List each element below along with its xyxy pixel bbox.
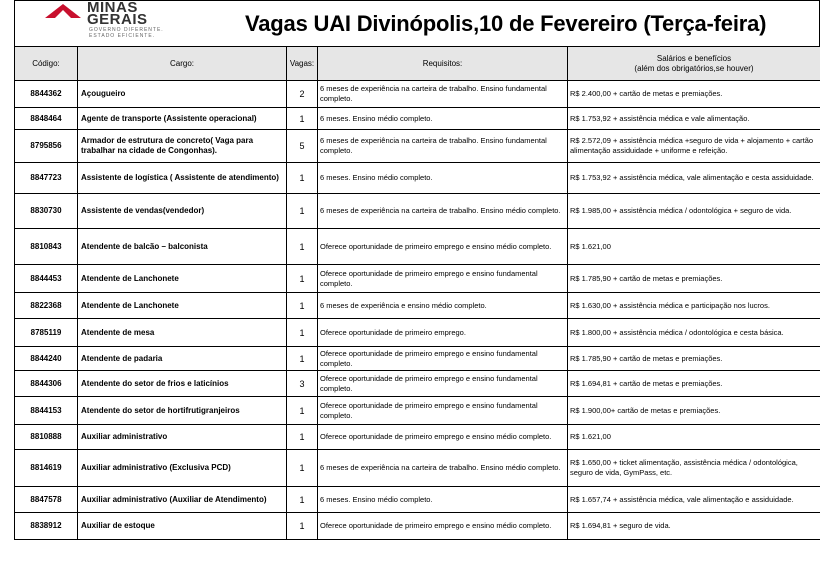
table-row bbox=[15, 130, 820, 163]
table-row bbox=[15, 450, 820, 487]
job-requirements: 6 meses. Ensino médio completo. bbox=[318, 108, 568, 130]
job-title: Atendente do setor de frios e laticínios bbox=[78, 371, 287, 397]
table-row bbox=[15, 293, 820, 319]
job-openings: 1 bbox=[287, 425, 318, 450]
job-salary: R$ 1.785,90 + cartão de metas e premiações. bbox=[568, 265, 820, 293]
job-salary: R$ 1.985,00 + assistência médica / odontológica + seguro de vida. bbox=[568, 194, 820, 229]
job-requirements: Oferece oportunidade de primeiro emprego e ensino fundamental completo. bbox=[318, 397, 568, 425]
table-row bbox=[15, 108, 820, 130]
table-row bbox=[15, 229, 820, 265]
job-code: 8814619 bbox=[15, 450, 78, 487]
table-row bbox=[15, 81, 820, 108]
job-openings: 2 bbox=[287, 81, 318, 108]
table-row bbox=[15, 425, 820, 450]
job-openings: 5 bbox=[287, 130, 318, 163]
job-salary: R$ 1.785,90 + cartão de metas e premiações. bbox=[568, 347, 820, 371]
job-requirements: 6 meses de experiência na carteira de trabalho. Ensino médio completo. bbox=[318, 194, 568, 229]
job-title: Auxiliar de estoque bbox=[78, 513, 287, 540]
job-salary: R$ 2.572,09 + assistência médica +seguro de vida + alojamento + cartão alimentação assiduidade + uniforme e refeição. bbox=[568, 130, 820, 163]
table-row bbox=[15, 319, 820, 347]
job-code: 8848464 bbox=[15, 108, 78, 130]
job-openings: 1 bbox=[287, 487, 318, 513]
job-openings: 1 bbox=[287, 163, 318, 194]
job-code: 8844153 bbox=[15, 397, 78, 425]
job-code: 8844306 bbox=[15, 371, 78, 397]
job-openings: 1 bbox=[287, 450, 318, 487]
job-salary: R$ 1.694,81 + cartão de metas e premiações. bbox=[568, 371, 820, 397]
header-salarios-line2: (além dos obrigatórios,se houver) bbox=[634, 63, 754, 73]
header-salarios bbox=[568, 47, 820, 81]
job-openings: 1 bbox=[287, 108, 318, 130]
job-title: Atendente de Lanchonete bbox=[78, 293, 287, 319]
job-salary: R$ 1.657,74 + assistência médica, vale alimentação e assiduidade. bbox=[568, 487, 820, 513]
job-title: Agente de transporte (Assistente operacional) bbox=[78, 108, 287, 130]
table-row bbox=[15, 265, 820, 293]
job-requirements: 6 meses. Ensino médio completo. bbox=[318, 487, 568, 513]
header-vagas: Vagas: bbox=[287, 47, 318, 81]
job-code: 8838912 bbox=[15, 513, 78, 540]
page-title: Vagas UAI Divinópolis,10 de Fevereiro (Terça-feira) bbox=[245, 11, 767, 36]
logo-tagline-line2: ESTADO EFICIENTE. bbox=[89, 33, 156, 39]
table-row bbox=[15, 397, 820, 425]
job-title: Assistente de vendas(vendedor) bbox=[78, 194, 287, 229]
job-openings: 1 bbox=[287, 319, 318, 347]
header-cargo: Cargo: bbox=[78, 47, 287, 81]
job-title: Açougueiro bbox=[78, 81, 287, 108]
logo-tagline-line1: GOVERNO DIFERENTE. bbox=[89, 27, 164, 33]
job-title: Auxiliar administrativo bbox=[78, 425, 287, 450]
job-openings: 1 bbox=[287, 397, 318, 425]
job-requirements: 6 meses de experiência na carteira de trabalho. Ensino fundamental completo. bbox=[318, 81, 568, 108]
job-code: 8822368 bbox=[15, 293, 78, 319]
job-title: Atendente de Lanchonete bbox=[78, 265, 287, 293]
job-title: Atendente de balcão – balconista bbox=[78, 229, 287, 265]
job-code: 8810888 bbox=[15, 425, 78, 450]
header-code: Código: bbox=[15, 47, 78, 81]
job-title: Auxiliar administrativo (Exclusiva PCD) bbox=[78, 450, 287, 487]
job-openings: 3 bbox=[287, 371, 318, 397]
document-header bbox=[14, 0, 820, 46]
job-code: 8847723 bbox=[15, 163, 78, 194]
job-salary: R$ 1.694,81 + seguro de vida. bbox=[568, 513, 820, 540]
job-code: 8785119 bbox=[15, 319, 78, 347]
job-code: 8810843 bbox=[15, 229, 78, 265]
jobs-table bbox=[14, 46, 820, 540]
job-code: 8830730 bbox=[15, 194, 78, 229]
job-title: Armador de estrutura de concreto( Vaga para trabalhar na cidade de Congonhas). bbox=[78, 130, 287, 163]
job-salary: R$ 1.650,00 + ticket alimentação, assistência médica / odontológica, seguro de vida, GymPass, etc. bbox=[568, 450, 820, 487]
table-row bbox=[15, 347, 820, 371]
job-title: Auxiliar administrativo (Auxiliar de Atendimento) bbox=[78, 487, 287, 513]
table-header-row bbox=[15, 47, 820, 81]
job-salary: R$ 1.753,92 + assistência médica e vale alimentação. bbox=[568, 108, 820, 130]
job-title: Atendente de padaria bbox=[78, 347, 287, 371]
table-row bbox=[15, 371, 820, 397]
job-requirements: 6 meses de experiência na carteira de trabalho. Ensino fundamental completo. bbox=[318, 130, 568, 163]
job-code: 8844453 bbox=[15, 265, 78, 293]
table-row bbox=[15, 163, 820, 194]
job-salary: R$ 1.753,92 + assistência médica, vale alimentação e cesta assiduidade. bbox=[568, 163, 820, 194]
job-openings: 1 bbox=[287, 293, 318, 319]
job-openings: 1 bbox=[287, 265, 318, 293]
job-salary: R$ 1.621,00 bbox=[568, 425, 820, 450]
job-requirements: 6 meses. Ensino médio completo. bbox=[318, 163, 568, 194]
header-salarios-line1: Salários e benefícios bbox=[656, 53, 732, 63]
job-requirements: Oferece oportunidade de primeiro emprego e ensino médio completo. bbox=[318, 425, 568, 450]
job-requirements: Oferece oportunidade de primeiro emprego e ensino fundamental completo. bbox=[318, 371, 568, 397]
job-openings: 1 bbox=[287, 229, 318, 265]
job-salary: R$ 1.621,00 bbox=[568, 229, 820, 265]
job-code: 8844240 bbox=[15, 347, 78, 371]
header-requisitos: Requisitos: bbox=[318, 47, 568, 81]
table-row bbox=[15, 487, 820, 513]
job-salary: R$ 1.630,00 + assistência médica e participação nos lucros. bbox=[568, 293, 820, 319]
job-requirements: Oferece oportunidade de primeiro emprego e ensino médio completo. bbox=[318, 513, 568, 540]
job-openings: 1 bbox=[287, 194, 318, 229]
table-row bbox=[15, 194, 820, 229]
job-openings: 1 bbox=[287, 347, 318, 371]
job-requirements: Oferece oportunidade de primeiro emprego e ensino fundamental completo. bbox=[318, 347, 568, 371]
job-title: Atendente do setor de hortifrutigranjeiros bbox=[78, 397, 287, 425]
job-salary: R$ 2.400,00 + cartão de metas e premiações. bbox=[568, 81, 820, 108]
job-salary: R$ 1.900,00+ cartão de metas e premiações. bbox=[568, 397, 820, 425]
job-requirements: Oferece oportunidade de primeiro emprego e ensino médio completo. bbox=[318, 229, 568, 265]
table-row bbox=[15, 513, 820, 540]
job-code: 8795856 bbox=[15, 130, 78, 163]
job-salary: R$ 1.800,00 + assistência médica / odontológica e cesta básica. bbox=[568, 319, 820, 347]
job-requirements: 6 meses de experiência na carteira de trabalho. Ensino médio completo. bbox=[318, 450, 568, 487]
job-requirements: Oferece oportunidade de primeiro emprego e ensino fundamental completo. bbox=[318, 265, 568, 293]
job-openings: 1 bbox=[287, 513, 318, 540]
job-title: Assistente de logística ( Assistente de atendimento) bbox=[78, 163, 287, 194]
logo-name-line2: GERAIS bbox=[87, 11, 148, 28]
job-code: 8847578 bbox=[15, 487, 78, 513]
job-code: 8844362 bbox=[15, 81, 78, 108]
job-requirements: Oferece oportunidade de primeiro emprego. bbox=[318, 319, 568, 347]
logo-name-line1: MINAS bbox=[87, 0, 138, 16]
job-requirements: 6 meses de experiência e ensino médio completo. bbox=[318, 293, 568, 319]
minas-gerais-logo bbox=[45, 2, 195, 40]
job-title: Atendente de mesa bbox=[78, 319, 287, 347]
